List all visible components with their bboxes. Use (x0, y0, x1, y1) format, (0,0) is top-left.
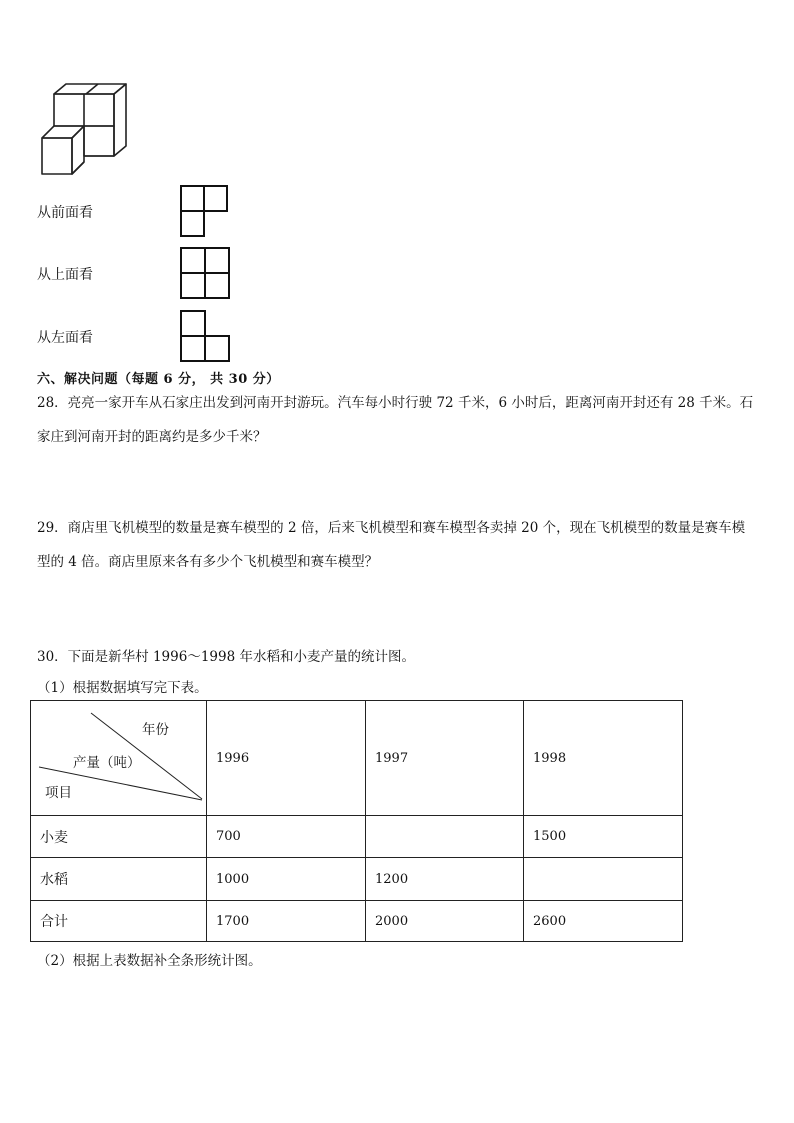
table-cell: 1000 (207, 858, 366, 901)
table-cell: 2600 (524, 901, 683, 942)
row-label: 小麦 (31, 816, 207, 858)
table-header-row (31, 701, 683, 816)
question-30-part-1: （1）根据数据填写完下表。 (37, 680, 208, 696)
year-1998: 1998 (524, 701, 683, 816)
header-year-label: 年份 (142, 722, 169, 738)
top-view-label: 从上面看 (37, 267, 93, 283)
front-view-grid (180, 185, 230, 239)
table-row (31, 901, 683, 942)
question-29: 29．商店里飞机模型的数量是赛车模型的 2 倍，后来飞机模型和赛车模型各卖掉 20 个，现在飞机模型的数量是赛车模型的 4 倍。商店里原来各有多少个飞机模型和赛车模型？ (37, 520, 746, 570)
row-label: 合计 (31, 901, 207, 942)
question-30-part-2: （2）根据上表数据补全条形统计图。 (37, 953, 262, 969)
question-28: 28．亮亮一家开车从石家庄出发到河南开封游玩。汽车每小时行驶 72 千米，6 小时后，距离河南开封还有 28 千米。石家庄到河南开封的距离约是多少千米？ (37, 395, 754, 445)
table-cell: 1500 (524, 816, 683, 858)
table-cell (524, 858, 683, 901)
cube-figure (38, 80, 134, 176)
table-row (31, 816, 683, 858)
table-diagonal-header (31, 701, 207, 816)
table-cell: 700 (207, 816, 366, 858)
year-1996: 1996 (207, 701, 366, 816)
left-view-label: 从左面看 (37, 330, 93, 346)
top-view-grid (180, 247, 232, 301)
table-row (31, 858, 683, 901)
header-output-label: 产量（吨） (73, 755, 141, 771)
table-cell: 2000 (366, 901, 524, 942)
table-cell (366, 816, 524, 858)
left-view-grid (180, 310, 232, 364)
row-label: 水稻 (31, 858, 207, 901)
question-30: 30．下面是新华村 1996～1998 年水稻和小麦产量的统计图。 (37, 649, 415, 665)
table-cell: 1200 (366, 858, 524, 901)
table-cell: 1700 (207, 901, 366, 942)
front-view-label: 从前面看 (37, 205, 93, 221)
header-item-label: 项目 (45, 785, 72, 801)
section-title: 六、解决问题（每题 6 分， 共 30 分） (37, 372, 280, 387)
year-1997: 1997 (366, 701, 524, 816)
production-table (30, 700, 683, 942)
